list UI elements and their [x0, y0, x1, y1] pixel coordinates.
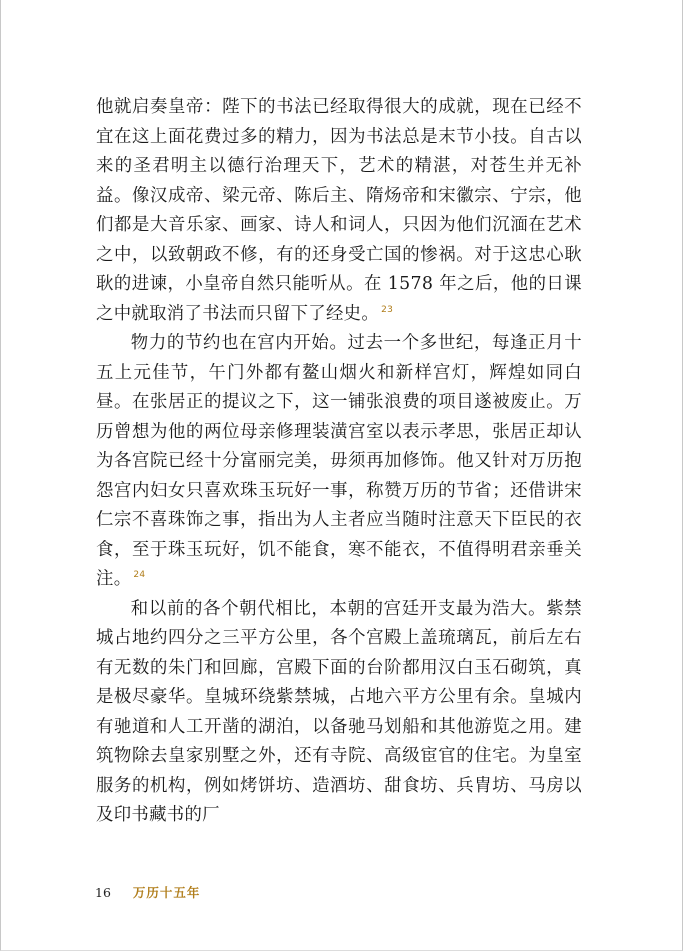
book-title: 万历十五年 — [132, 885, 201, 900]
paragraph-2 — [96, 329, 582, 595]
body-text — [96, 93, 582, 831]
paragraph-2-text: 物力的节约也在宫内开始。过去一个多世纪，每逢正月十五上元佳节，午门外都有鳌山烟火和新样宫灯，辉煌如同白昼。在张居正的提议之下，这一铺张浪费的项目遂被废止。万历曾想为他的两位母亲修理装潢宫室以表示孝思，张居正却认为各宫院已经十分富丽完美，毋须再加修饰。他又针对万历抱怨宫内妇女只喜欢珠玉玩好一事，称赞万历的节省；还借讲宋仁宗不喜珠饰之事，指出为人主者应当随时注意天下臣民的衣食，至于珠玉玩好，饥不能食，寒不能衣，不值得明君亲垂关注。 — [96, 333, 582, 589]
footnote-ref-24[interactable]: 24 — [133, 570, 146, 580]
paragraph-1 — [96, 93, 582, 329]
paragraph-1-text: 他就启奏皇帝：陛下的书法已经取得很大的成就，现在已经不宜在这上面花费过多的精力，因为书法总是末节小技。自古以来的圣君明主以德行治理天下，艺术的精湛，对苍生并无补益。像汉成帝、梁元帝、陈后主、隋炀帝和宋徽宗、宁宗，他们都是大音乐家、画家、诗人和词人，只因为他们沉湎在艺术之中，以致朝政不修，有的还身受亡国的惨祸。对于这忠心耿耿的进谏，小皇帝自然只能听从。在 1578 年之后，他的日课之中就取消了书法而只留下了经史。 — [96, 97, 582, 324]
page-footer — [95, 883, 200, 901]
page-number: 16 — [95, 885, 111, 900]
paragraph-3 — [96, 595, 582, 831]
footnote-ref-23[interactable]: 23 — [381, 304, 394, 315]
paragraph-3-text: 和以前的各个朝代相比，本朝的宫廷开支最为浩大。紫禁城占地约四分之三平方公里，各个宫殿上盖琉璃瓦，前后左右有无数的朱门和回廊，宫殿下面的台阶都用汉白玉石砌筑，真是极尽豪华。皇城环绕紫禁城，占地六平方公里有余。皇城内有驰道和人工开凿的湖泊，以备驰马划船和其他游览之用。建筑物除去皇家别墅之外，还有寺院、高级宦官的住宅。为皇室服务的机构，例如烤饼坊、造酒坊、甜食坊、兵胄坊、马房以及印书藏书的厂 — [96, 598, 582, 825]
